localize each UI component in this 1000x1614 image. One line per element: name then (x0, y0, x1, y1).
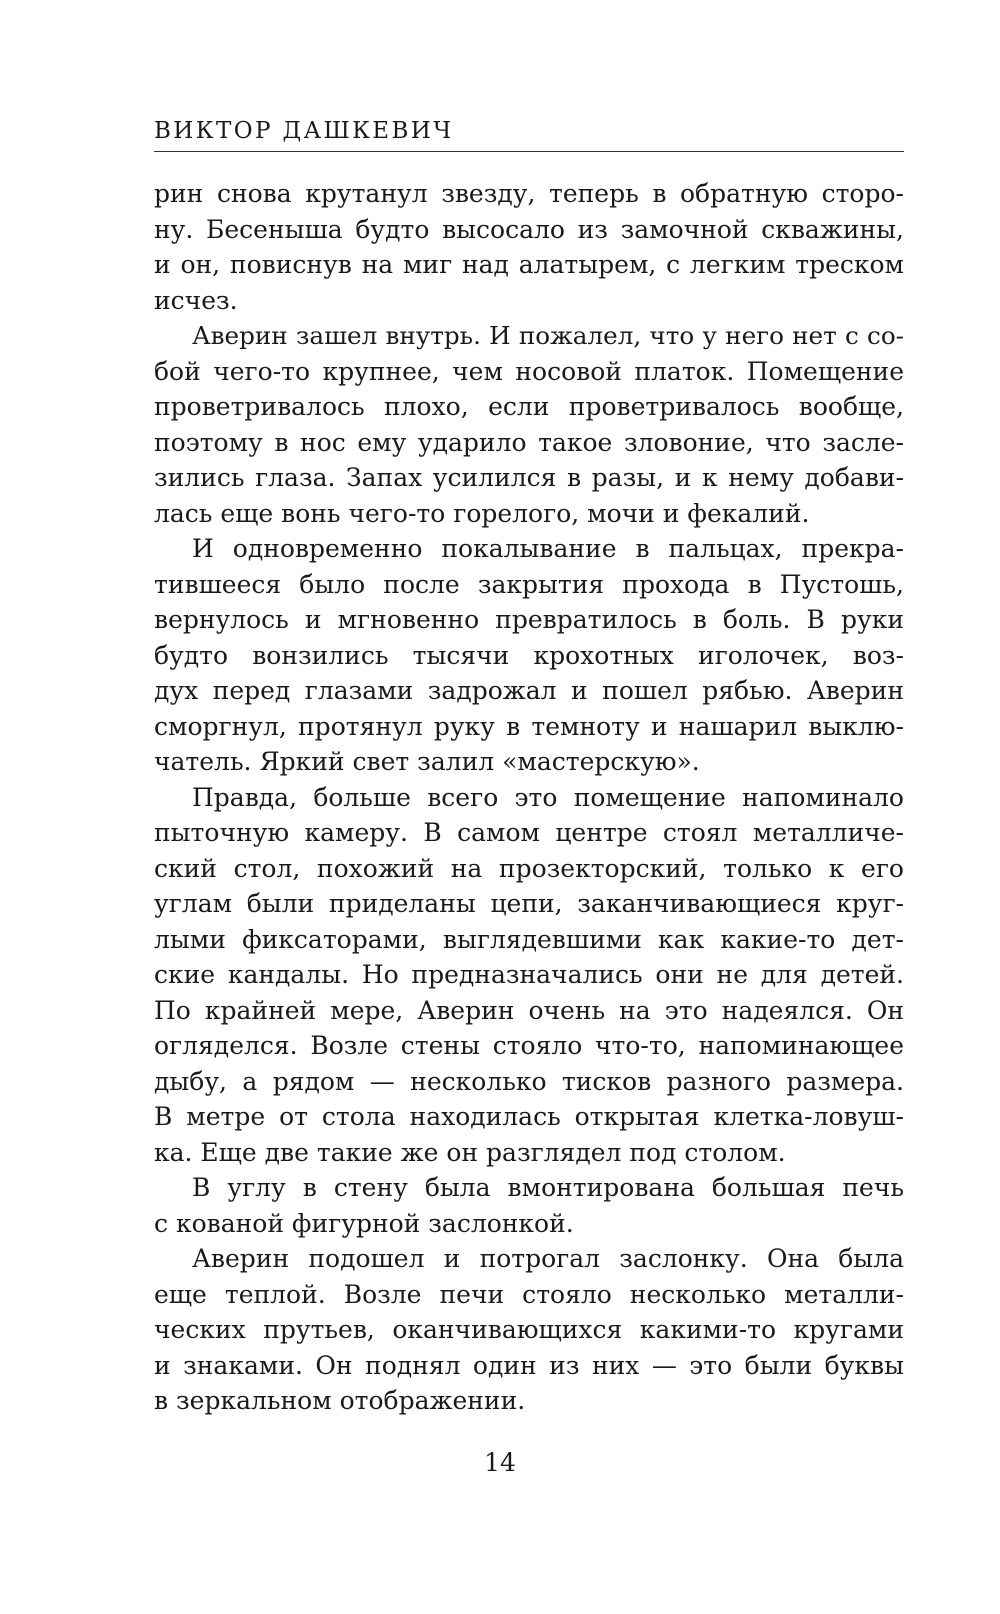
text-line: Правда, больше всего это помещение напоминало (192, 782, 904, 812)
text-line: лыми фиксаторами, выглядевшими как какие-то дет- (154, 924, 904, 954)
text-line: чатель. Яркий свет залил «мастерскую». (154, 747, 700, 776)
text-line: и знаками. Он поднял один из них — это были буквы (154, 1350, 904, 1380)
text-line: бой чего-то крупнее, чем носовой платок. Помещение (154, 356, 904, 386)
text-line: Аверин подошел и потрогал заслонку. Она была (192, 1244, 904, 1273)
text-line: дыбу, а рядом — несколько тисков разного размера. (154, 1066, 904, 1096)
paragraph-2 (154, 318, 904, 531)
paragraph-3 (154, 531, 904, 780)
text-line: ческих прутьев, оканчивающихся какими-то кругами (154, 1315, 904, 1344)
text-line: зились глаза. Запах усилился в разы, и к нему добави- (154, 463, 904, 492)
text-line: пыточную камеру. В самом центре стоял металличе- (154, 818, 904, 847)
text-line: огляделся. Возле стены стояло что-то, напоминающее (154, 1031, 904, 1060)
text-line: с кованой фигурной заслонкой. (154, 1208, 574, 1238)
text-line: тившееся было после закрытия прохода в Пустошь, (154, 569, 904, 599)
text-line: В углу в стену была вмонтирована большая печь (192, 1173, 904, 1202)
text-line: ну. Бесеныша будто высосало из замочной скважины, (154, 214, 904, 244)
text-line: исчез. (154, 285, 238, 315)
paragraph-5 (154, 1170, 904, 1241)
text-line: дух перед глазами задрожал и пошел рябью. Аверин (154, 676, 904, 705)
paragraph-6 (154, 1241, 904, 1419)
text-line: вернулось и мгновенно превратилось в боль. В руки (154, 605, 904, 634)
text-line: ские кандалы. Но предназначались они не для детей. (154, 960, 904, 989)
text-line: лась еще вонь чего-то горелого, мочи и фекалий. (154, 498, 810, 528)
header-rule-divider (154, 151, 904, 152)
text-line: поэтому в нос ему ударило такое зловоние, что засле- (154, 427, 904, 457)
paragraph-1 (154, 176, 904, 318)
text-line: в зеркальном отображении. (154, 1386, 526, 1415)
text-line: Аверин зашел внутрь. И пожалел, что у него нет с со- (192, 321, 904, 350)
text-line: еще теплой. Возле печи стояло несколько металли- (154, 1279, 904, 1309)
paragraph-4 (154, 780, 904, 1171)
text-line: И одновременно покалывание в пальцах, прекра- (192, 534, 904, 563)
page-number: 14 (484, 1448, 516, 1477)
text-line: ка. Еще две такие же он разглядел под столом. (154, 1137, 786, 1167)
text-line: По крайней мере, Аверин очень на это надеялся. Он (154, 995, 904, 1025)
text-line: углам были приделаны цепи, заканчивающиеся круг- (154, 889, 904, 918)
body-text (154, 176, 904, 1419)
text-line: сморгнул, протянул руку в темноту и нашарил выклю- (154, 711, 904, 741)
text-line: и он, повиснув на миг над алатырем, с легким треском (154, 250, 904, 279)
text-line: рин снова крутанул звезду, теперь в обратную сторо- (154, 179, 904, 208)
text-line: будто вонзились тысячи крохотных иголочек, воз- (154, 640, 904, 670)
running-head-author: ВИКТОР ДАШКЕВИЧ (154, 118, 454, 144)
text-line: ский стол, похожий на прозекторский, только к его (154, 853, 904, 883)
text-line: В метре от стола находилась открытая клетка-ловуш- (154, 1102, 904, 1131)
text-line: проветривалось плохо, если проветривалось вообще, (154, 392, 904, 421)
